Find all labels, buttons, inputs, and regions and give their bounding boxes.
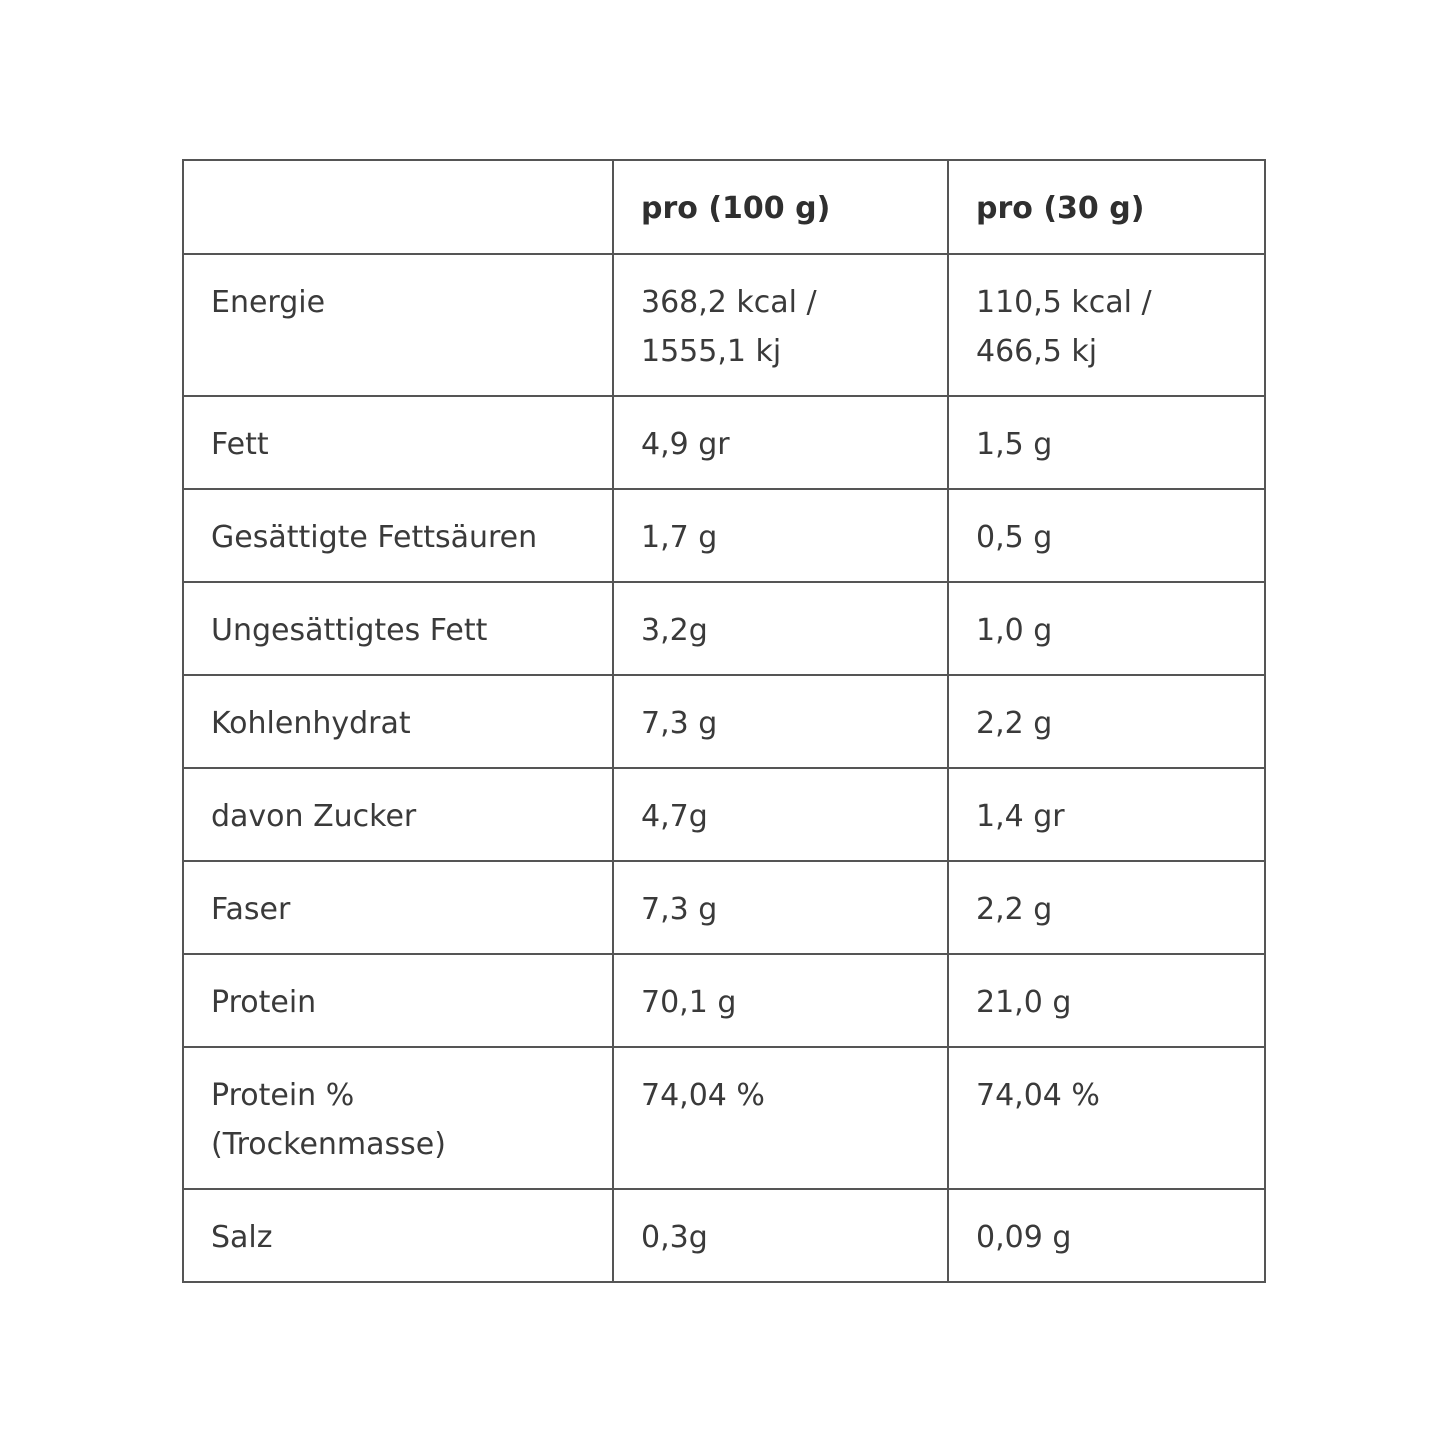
value-per-30g: 2,2 g [948, 861, 1265, 954]
nutrient-name: Energie [183, 254, 613, 396]
value-per-30g: 110,5 kcal / 466,5 kj [948, 254, 1265, 396]
value-per-30g: 2,2 g [948, 675, 1265, 768]
value-per-30g: 1,0 g [948, 582, 1265, 675]
value-per-30g: 21,0 g [948, 954, 1265, 1047]
value-per-100g: 74,04 % [613, 1047, 948, 1189]
table-row [183, 582, 1265, 675]
value-per-100g: 368,2 kcal / 1555,1 kj [613, 254, 948, 396]
nutrition-table [182, 159, 1266, 1283]
table-row [183, 396, 1265, 489]
table-row [183, 675, 1265, 768]
nutrient-name: Faser [183, 861, 613, 954]
value-per-100g: 3,2g [613, 582, 948, 675]
value-per-100g: 7,3 g [613, 675, 948, 768]
nutrient-name: Kohlenhydrat [183, 675, 613, 768]
value-per-30g: 0,5 g [948, 489, 1265, 582]
value-per-30g: 1,4 gr [948, 768, 1265, 861]
table-row [183, 861, 1265, 954]
nutrient-name: Protein % (Trockenmasse) [183, 1047, 613, 1189]
table-row [183, 489, 1265, 582]
nutrient-name: Ungesättigtes Fett [183, 582, 613, 675]
value-per-30g: 1,5 g [948, 396, 1265, 489]
header-cell-per-30g: pro (30 g) [948, 160, 1265, 254]
nutrient-name: Protein [183, 954, 613, 1047]
value-per-30g: 74,04 % [948, 1047, 1265, 1189]
value-per-100g: 0,3g [613, 1189, 948, 1282]
header-cell-per-100g: pro (100 g) [613, 160, 948, 254]
value-per-30g: 0,09 g [948, 1189, 1265, 1282]
value-per-100g: 1,7 g [613, 489, 948, 582]
nutrient-name: Salz [183, 1189, 613, 1282]
table-row [183, 954, 1265, 1047]
nutrient-name: Gesättigte Fettsäuren [183, 489, 613, 582]
header-cell-empty [183, 160, 613, 254]
nutrient-name: davon Zucker [183, 768, 613, 861]
table-row [183, 1189, 1265, 1282]
value-per-100g: 7,3 g [613, 861, 948, 954]
value-per-100g: 4,9 gr [613, 396, 948, 489]
table-row [183, 1047, 1265, 1189]
value-per-100g: 4,7g [613, 768, 948, 861]
table-row [183, 768, 1265, 861]
value-per-100g: 70,1 g [613, 954, 948, 1047]
nutrient-name: Fett [183, 396, 613, 489]
table-row [183, 254, 1265, 396]
table-header-row [183, 160, 1265, 254]
